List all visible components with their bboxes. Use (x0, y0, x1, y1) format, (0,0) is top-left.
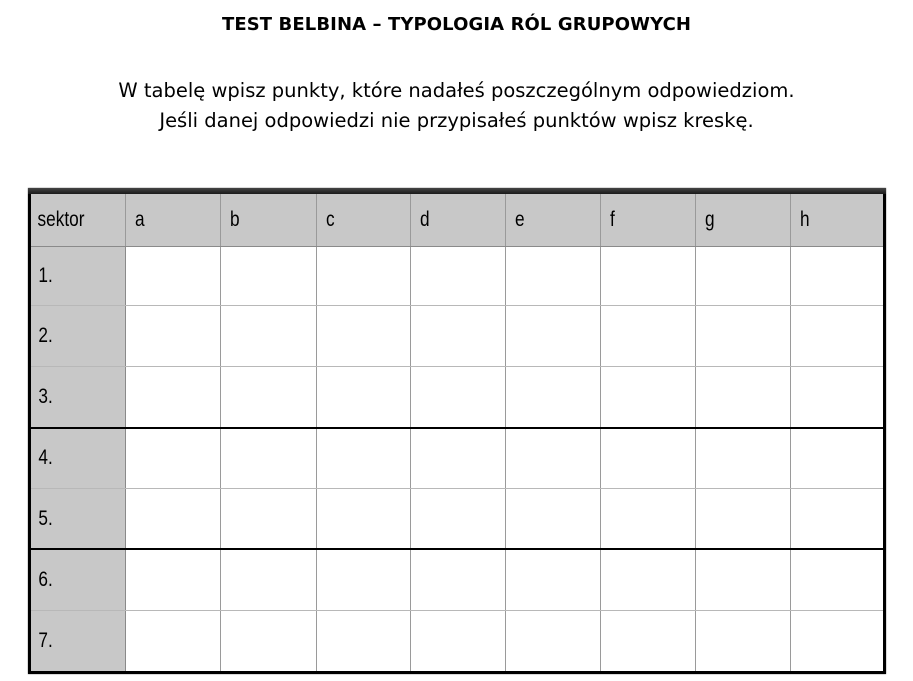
score-cell[interactable] (505, 610, 600, 671)
score-cell[interactable] (410, 367, 505, 428)
score-cell[interactable] (410, 488, 505, 549)
score-cell[interactable] (790, 246, 883, 306)
score-cell[interactable] (790, 367, 883, 428)
table-row (31, 246, 883, 306)
row-header: 6. (31, 549, 125, 610)
row-header: 3. (31, 367, 125, 428)
score-cell[interactable] (125, 610, 220, 671)
score-cell[interactable] (220, 246, 316, 306)
column-header-d: d (410, 194, 505, 246)
table-row (31, 488, 883, 549)
score-cell[interactable] (600, 488, 695, 549)
score-cell[interactable] (220, 610, 316, 671)
score-cell[interactable] (695, 306, 790, 367)
score-cell[interactable] (505, 306, 600, 367)
column-header-sector: sektor (31, 194, 125, 246)
score-cell[interactable] (790, 549, 883, 610)
instructions-line-2: Jeśli danej odpowiedzi nie przypisałeś punktów wpisz kreskę. (159, 109, 754, 132)
score-cell[interactable] (505, 428, 600, 489)
table-row (31, 549, 883, 610)
score-cell[interactable] (695, 367, 790, 428)
column-header-h: h (790, 194, 883, 246)
score-cell[interactable] (410, 246, 505, 306)
score-cell[interactable] (695, 246, 790, 306)
score-cell[interactable] (600, 246, 695, 306)
score-cell[interactable] (695, 488, 790, 549)
score-cell[interactable] (125, 549, 220, 610)
score-cell[interactable] (505, 549, 600, 610)
score-cell[interactable] (600, 367, 695, 428)
score-cell[interactable] (316, 306, 410, 367)
score-cell[interactable] (410, 549, 505, 610)
row-header: 2. (31, 306, 125, 367)
score-cell[interactable] (220, 428, 316, 489)
score-cell[interactable] (790, 428, 883, 489)
instructions-line-1: W tabelę wpisz punkty, które nadałeś poszczególnym odpowiedziom. (118, 79, 795, 102)
score-cell[interactable] (600, 306, 695, 367)
score-cell[interactable] (316, 610, 410, 671)
score-cell[interactable] (316, 246, 410, 306)
score-cell[interactable] (410, 428, 505, 489)
score-cell[interactable] (125, 246, 220, 306)
row-header: 4. (31, 428, 125, 489)
score-cell[interactable] (220, 306, 316, 367)
score-cell[interactable] (316, 367, 410, 428)
score-cell[interactable] (316, 549, 410, 610)
column-header-b: b (220, 194, 316, 246)
score-cell[interactable] (125, 367, 220, 428)
score-cell[interactable] (220, 367, 316, 428)
score-cell[interactable] (505, 488, 600, 549)
row-header: 1. (31, 246, 125, 306)
score-cell[interactable] (125, 428, 220, 489)
column-header-f: f (600, 194, 695, 246)
column-header-g: g (695, 194, 790, 246)
score-cell[interactable] (316, 428, 410, 489)
score-cell[interactable] (505, 367, 600, 428)
score-cell[interactable] (695, 428, 790, 489)
score-cell[interactable] (600, 549, 695, 610)
table-row (31, 610, 883, 671)
instructions (0, 76, 913, 136)
column-header-a: a (125, 194, 220, 246)
score-cell[interactable] (790, 610, 883, 671)
score-cell[interactable] (505, 246, 600, 306)
score-cell[interactable] (410, 306, 505, 367)
column-header-e: e (505, 194, 600, 246)
score-cell[interactable] (695, 610, 790, 671)
score-cell[interactable] (790, 306, 883, 367)
score-cell[interactable] (790, 488, 883, 549)
score-cell[interactable] (695, 549, 790, 610)
header-row (31, 194, 883, 246)
score-cell[interactable] (125, 306, 220, 367)
score-cell[interactable] (600, 428, 695, 489)
table-row (31, 428, 883, 489)
score-cell[interactable] (316, 488, 410, 549)
page-title: TEST BELBINA – TYPOLOGIA RÓL GRUPOWYCH (221, 14, 692, 35)
score-cell[interactable] (220, 488, 316, 549)
row-header: 5. (31, 488, 125, 549)
row-header: 7. (31, 610, 125, 671)
score-cell[interactable] (125, 488, 220, 549)
score-table-frame (28, 188, 886, 674)
table-row (31, 306, 883, 367)
score-cell[interactable] (220, 549, 316, 610)
score-cell[interactable] (600, 610, 695, 671)
score-cell[interactable] (410, 610, 505, 671)
score-table (31, 194, 883, 671)
table-row (31, 367, 883, 428)
column-header-c: c (316, 194, 410, 246)
